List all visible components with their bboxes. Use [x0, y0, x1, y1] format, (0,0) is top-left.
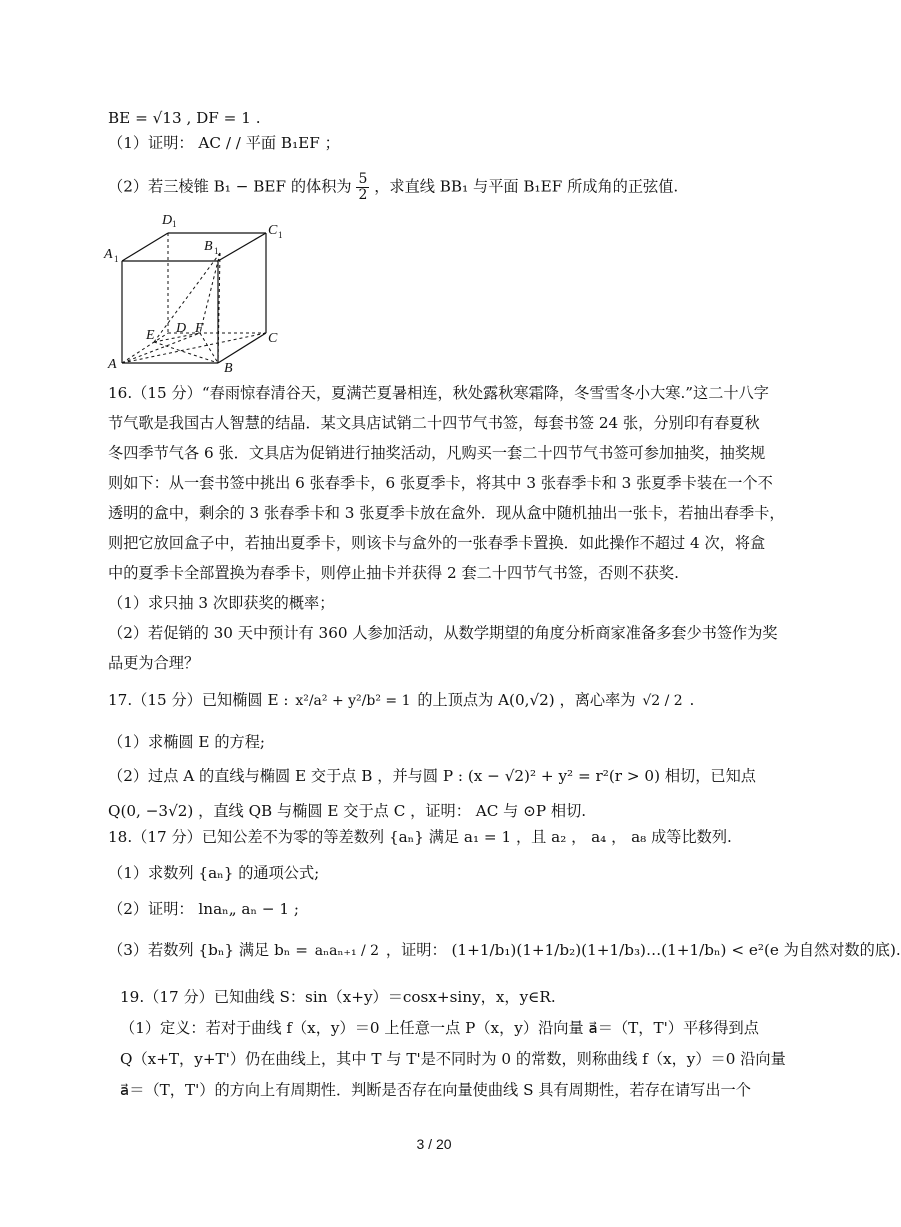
q15-part2: （2）若三棱锥 B₁ − BEF 的体积为 $\frac{5}{2}$ ，求直线 BB₁ 与平面 B₁EF 所成角的正弦值. [108, 171, 679, 203]
ellipse-equation: x²/a² + y²/b² = 1 [295, 692, 411, 709]
q19-part1-line1: （1）定义：若对于曲线 f（x，y）＝0 上任意一点 P（x，y）沿向量 a⃗＝（T，T'）平移得到点 [120, 1019, 759, 1037]
q17-part1: （1）求椭圆 E 的方程; [108, 733, 266, 751]
q16-part1: （1）求只抽 3 次即获奖的概率； [108, 594, 335, 612]
q16-part2: （2）若促销的 30 天中预计有 360 人参加活动，从数学期望的角度分析商家准备多套少书签作为奖 [108, 624, 778, 642]
q16-line6: 则把它放回盒子中，若抽出夏季卡，则该卡与盒外的一张春季卡置换．如此操作不超过 4 次，将盒 [108, 534, 766, 552]
label-d1-sub: 1 [172, 219, 177, 229]
label-c1-sub: 1 [278, 230, 283, 240]
q19-part1-line3: a⃗＝（T，T'）的方向上有周期性．判断是否存在向量使曲线 S 具有周期性，若存在请写出一个 [120, 1081, 751, 1099]
q18-stem: 18.（17 分）已知公差不为零的等差数列 {aₙ} 满足 a₁ = 1 ，且 a₂ ， a₄ ， a₈ 成等比数列. [108, 828, 732, 846]
q18-part1: （1）求数列 {aₙ} 的通项公式; [108, 864, 320, 882]
q19-stem: 19.（17 分）已知曲线 S：sin（x+y）＝cosx+siny，x，y∈R. [120, 988, 556, 1006]
q16-line2: 节气歌是我国古人智慧的结晶．某文具店试销二十四节气书签，每套书签 24 张，分别印有春夏秋 [108, 414, 760, 432]
q17-stem: 17.（15 分）已知椭圆 E : x²/a² + y²/b² = 1 的上顶点为 A(0,√2) ，离心率为 √2 / 2 . [108, 691, 695, 709]
page-number: 3 / 20 [416, 1136, 452, 1152]
label-b1: B [204, 239, 213, 254]
label-c1: C [268, 223, 278, 238]
label-f: F [195, 321, 204, 336]
label-d1: D [162, 213, 173, 228]
q15-part1: （1）证明： AC / / 平面 B₁EF ； [108, 134, 340, 152]
line-be-df: BE = √13 , DF = 1 . [108, 109, 261, 127]
q17-part2: （2）过点 A 的直线与椭圆 E 交于点 B ，并与圆 P : (x − √2)² + y² = r²(r > 0) 相切，已知点 [108, 767, 756, 785]
product-expression: (1+1/b₁)(1+1/b₂)(1+1/b₃)…(1+1/bₙ) [451, 941, 727, 959]
label-b: B [224, 361, 233, 376]
label-c: C [268, 331, 278, 346]
label-a1: A [104, 247, 113, 262]
fraction-five-halves: $\frac{5}{2}$ [358, 171, 368, 203]
q16-line3: 冬四季节气各 6 张．文具店为促销进行抽奖活动，凡购买一套二十四节气书签可参加抽奖，抽奖规 [108, 444, 766, 462]
label-d: D [176, 321, 187, 336]
label-a: A [108, 357, 117, 372]
q16-line5: 透明的盒中，剩余的 3 张春季卡和 3 张夏季卡放在盒外．现从盒中随机抽出一张卡，若抽出春季卡， [108, 504, 785, 522]
b-definition: aₙaₙ₊₁ / 2 [314, 942, 380, 959]
q16-line4: 则如下：从一套书签中挑出 6 张春季卡，6 张夏季卡，将其中 3 张春季卡和 3 张夏季卡装在一个不 [108, 474, 773, 492]
q16-line7: 中的夏季卡全部置换为春季卡，则停止抽卡并获得 2 套二十四节气书签，否则不获奖. [108, 564, 679, 582]
q16-line1: 16.（15 分）“春雨惊春清谷天，夏满芒夏暑相连，秋处露秋寒霜降，冬雪雪冬小大寒.”这二十八字 [108, 384, 769, 402]
q17-part2-cont: Q(0, −3√2) ，直线 QB 与椭圆 E 交于点 C ，证明： AC 与 ⊙P 相切. [108, 802, 587, 820]
q16-part2-cont: 品更为合理？ [108, 654, 200, 672]
label-e: E [146, 328, 155, 343]
cube-figure [100, 208, 300, 376]
eccentricity-fraction: √2 / 2 [642, 692, 683, 709]
label-b1-sub: 1 [214, 246, 219, 256]
q18-part2: （2）证明： lnaₙ„ aₙ − 1 ; [108, 900, 300, 918]
q19-part1-line2: Q（x+T，y+T'）仍在曲线上，其中 T 与 T'是不同时为 0 的常数，则称曲线 f（x，y）＝0 沿向量 [120, 1050, 786, 1068]
label-a1-sub: 1 [114, 254, 119, 264]
q18-part3: （3）若数列 {bₙ} 满足 bₙ = aₙaₙ₊₁ / 2 ，证明： (1+1/b₁)(1+1/b₂)(1+1/b₃)…(1+1/bₙ) < e²(e 为自然对数的底). [108, 941, 901, 959]
